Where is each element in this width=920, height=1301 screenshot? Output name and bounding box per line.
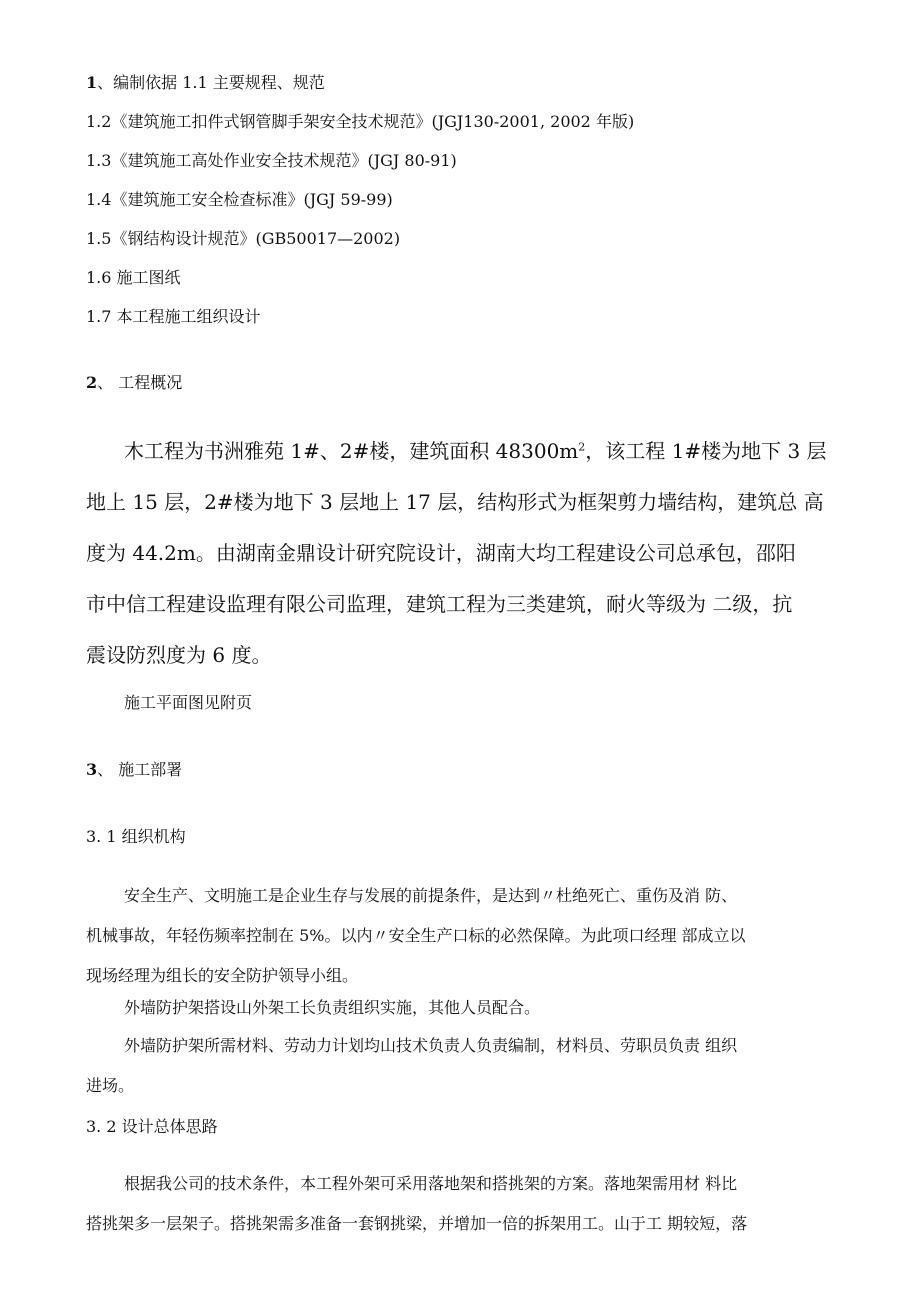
overview-row: 度为 44.2m。由湖南金鼎设计研究院设计，湖南大均工程建设公司总承包，邵阳 xyxy=(86,541,796,565)
subsection-3-1-title: 3. 1 组织机构 xyxy=(86,827,186,846)
design-row: 搭挑架多一层架子。搭挑架需多准备一套钢挑梁，并增加一倍的拆架用工。山于工 期较短，落 xyxy=(86,1214,748,1233)
design-row: 根据我公司的技术条件，本工程外架可采用落地架和搭挑架的方案。落地架需用材 料比 xyxy=(124,1174,738,1193)
ref-item: 1.4《建筑施工安全检查标准》(JGJ 59-99) xyxy=(86,190,393,209)
org-row: 外墙防护架所需材料、劳动力计划均山技术负责人负责编制，材料员、劳职员负责 组织 xyxy=(124,1036,738,1055)
section-1-number: 1 xyxy=(86,73,98,92)
org-paragraph-2: 外墙防护架搭设山外架工长负责组织实施，其他人员配合。 xyxy=(124,998,541,1017)
section-1-title: 、编制依据 1.1 主要规程、规范 xyxy=(97,73,325,92)
ref-item: 1.3《建筑施工高处作业安全技术规范》(JGJ 80-91) xyxy=(86,151,457,170)
section-2-title: 、 工程概况 xyxy=(97,373,183,392)
ref-item: 1.7 本工程施工组织设计 xyxy=(86,307,261,326)
ref-item: 1.5《钢结构设计规范》(GB50017—2002) xyxy=(86,229,401,248)
section-3-title: 、 施工部署 xyxy=(97,760,183,779)
ref-item: 1.2《建筑施工扣件式钢管脚手架安全技术规范》(JGJ130-2001, 2002 年版) xyxy=(86,112,635,131)
org-row: 现场经理为组长的安全防护领导小组。 xyxy=(86,966,359,985)
org-paragraph xyxy=(86,876,846,996)
superscript: 2 xyxy=(578,440,586,454)
overview-row: 震设防烈度为 6 度。 xyxy=(86,643,272,667)
ref-item: 1.6 施工图纸 xyxy=(86,268,181,287)
overview-row: 地上 15 层，2#楼为地下 3 层地上 17 层，结构形式为框架剪力墙结构，建筑总 高 xyxy=(86,490,824,514)
overview-paragraph xyxy=(86,426,846,681)
org-paragraph-3 xyxy=(86,1026,846,1106)
section-2-number: 2 xyxy=(86,373,98,392)
org-row: 安全生产、文明施工是企业生存与发展的前提条件，是达到〃杜绝死亡、重伤及消 防、 xyxy=(124,886,738,905)
org-row: 机械事故，年轻伤频率控制在 5%。以内〃安全生产口标的必然保障。为此项口经理 部成立以 xyxy=(86,926,746,945)
org-row: 进场。 xyxy=(86,1076,135,1095)
overview-row: 市中信工程建设监理有限公司监理，建筑工程为三类建筑，耐火等级为 二级，抗 xyxy=(86,592,793,616)
section-2-heading xyxy=(86,370,182,393)
subsection-3-2-title: 3. 2 设计总体思路 xyxy=(86,1117,218,1136)
design-paragraph xyxy=(86,1164,846,1244)
overview-note: 施工平面图见附页 xyxy=(124,693,253,712)
section-3-number: 3 xyxy=(86,760,98,779)
overview-row: 木工程为书洲雅苑 1#、2#楼，建筑面积 $48300m^2$，该工程 1#楼为地下 3 层 xyxy=(124,439,827,463)
section-3-heading xyxy=(86,757,182,780)
section-1-heading xyxy=(86,70,325,93)
